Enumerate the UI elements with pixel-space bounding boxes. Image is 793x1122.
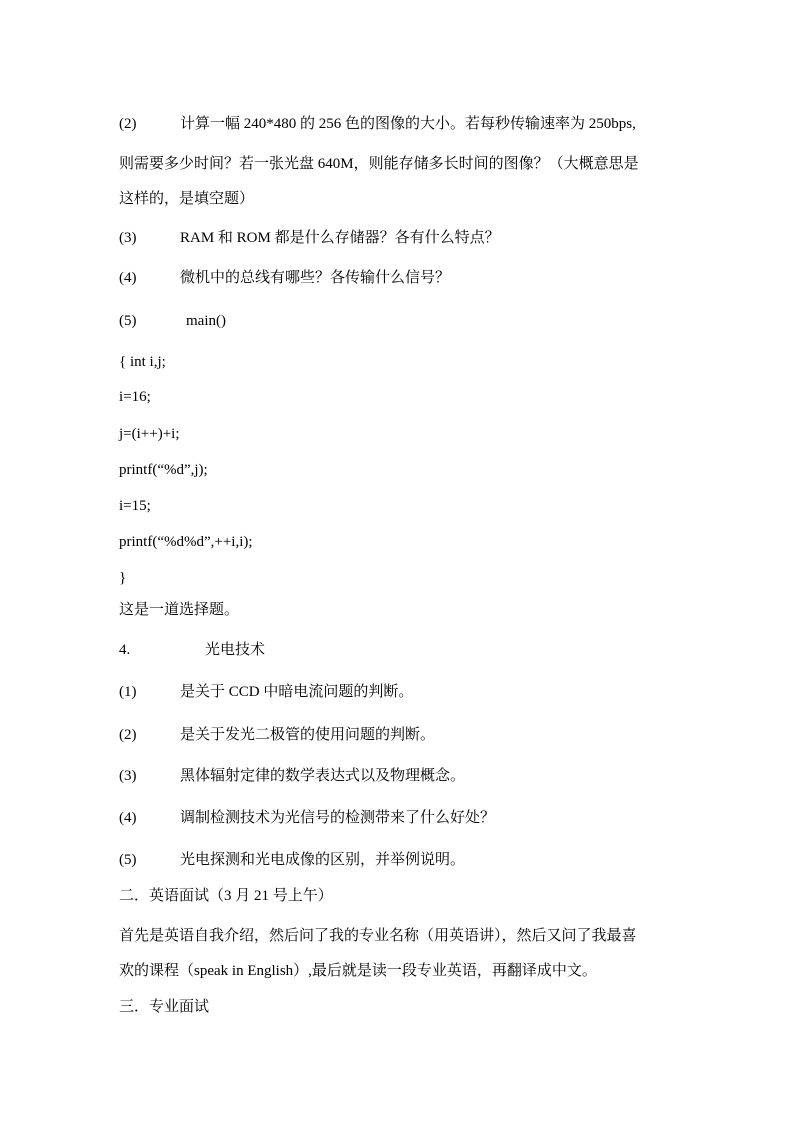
item-number: (3) [119, 230, 137, 246]
item-text: 调制检测技术为光信号的检测带来了什么好处？ [180, 810, 496, 826]
item-number: (3) [119, 768, 137, 784]
item-number: (2) [119, 116, 137, 132]
item-text: main() [186, 313, 226, 329]
item-text-continued: 这样的，是填空题） [119, 191, 255, 207]
code-line: printf(“%d”,j); [119, 462, 208, 478]
section-title: 光电技术 [205, 642, 266, 658]
note-text: 这是一道选择题。 [119, 602, 240, 618]
section-number: 4. [119, 642, 131, 658]
item-text-continued: 则需要多少时间？若一张光盘 640M，则能存储多长时间的图像？（大概意思是 [119, 156, 639, 172]
item-text: 光电探测和光电成像的区别，并举例说明。 [180, 852, 466, 868]
code-line: { int i,j; [119, 354, 166, 370]
code-line: printf(“%d%d”,++i,i); [119, 534, 253, 550]
item-text: 计算一幅 240*480 的 256 色的图像的大小。若每秒传输速率为 250bps, [180, 116, 636, 132]
item-text: 黑体辐射定律的数学表达式以及物理概念。 [180, 768, 466, 784]
code-line: j=(i++)+i; [119, 426, 180, 442]
item-text: RAM 和 ROM 都是什么存储器？各有什么特点？ [180, 230, 500, 246]
item-text: 微机中的总线有哪些？各传输什么信号？ [180, 270, 451, 286]
item-number: (5) [119, 852, 137, 868]
item-text: 是关于发光二极管的使用问题的判断。 [180, 727, 436, 743]
item-number: (5) [119, 313, 137, 329]
item-number: (1) [119, 684, 137, 700]
code-line: } [119, 570, 127, 586]
item-number: (4) [119, 810, 137, 826]
paragraph-line: 欢的课程（speak in English）,最后就是读一段专业英语，再翻译成中文。 [119, 963, 597, 979]
item-number: (2) [119, 727, 137, 743]
paragraph-line: 首先是英语自我介绍，然后问了我的专业名称（用英语讲），然后又问了我最喜 [119, 928, 637, 944]
code-line: i=16; [119, 389, 151, 405]
item-text: 是关于 CCD 中暗电流问题的判断。 [180, 684, 414, 700]
section-heading: 三．专业面试 [119, 999, 210, 1015]
item-number: (4) [119, 270, 137, 286]
code-line: i=15; [119, 498, 151, 514]
section-heading: 二．英语面试（3 月 21 号上午） [119, 888, 333, 904]
